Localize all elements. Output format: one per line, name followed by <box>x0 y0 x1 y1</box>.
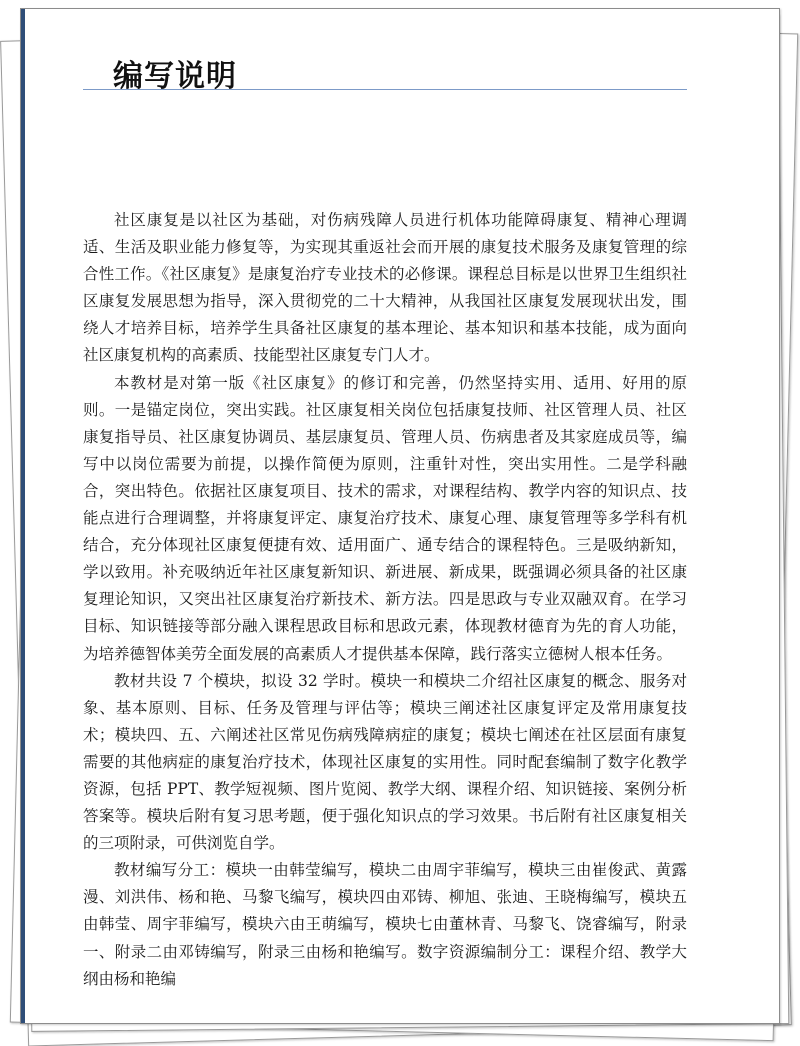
document-page <box>20 8 780 1024</box>
paragraph-1: 社区康复是以社区为基础，对伤病残障人员进行机体功能障碍康复、精神心理调适、生活及职业能力修复等，为实现其重返社会而开展的康复技术服务及康复管理的综合性工作。《社区康复》是康复治疗专业技术的必修课。课程总目标是以世界卫生组织社区康复发展思想为指导，深入贯彻党的二十大精神，从我国社区康复发展现状出发，围绕人才培养目标，培养学生具备社区康复的基本理论、基本知识和基本技能，成为面向社区康复机构的高素质、技能型社区康复专门人才。 <box>83 211 687 365</box>
title-underline <box>83 89 687 90</box>
paragraph-3: 教材共设 7 个模块，拟设 32 学时。模块一和模块二介绍社区康复的概念、服务对象、基本原则、目标、任务及管理与评估等；模块三阐述社区康复评定及常用康复技术；模块四、五、六阐述社区常见伤病残障病症的康复；模块七阐述在社区层面有康复需要的其他病症的康复治疗技术，体现社区康复的实用性。同时配套编制了数字化教学资源，包括 PPT、教学短视频、图片览阅、教学大纲、课程介绍、知识链接、案例分析答案等。模块后附有复习思考题，便于强化知识点的学习效果。书后附有社区康复相关的三项附录，可供浏览自学。 <box>83 671 687 853</box>
paragraph-4: 教材编写分工：模块一由韩莹编写，模块二由周宇菲编写，模块三由崔俊武、黄露漫、刘洪伟、杨和艳、马黎飞编写，模块四由邓铸、柳旭、张迪、王晓梅编写，模块五由韩莹、周宇菲编写，模块六由王萌编写，模块七由董林青、马黎飞、饶睿编写，附录一、附录二由邓铸编写，附录三由杨和艳编写。数字资源编制分工：课程介绍、教学大纲由杨和艳编 <box>83 861 687 988</box>
page-title: 编写说明 <box>113 59 237 94</box>
page-binding-edge <box>21 9 25 1023</box>
paragraph-2: 本教材是对第一版《社区康复》的修订和完善，仍然坚持实用、适用、好用的原则。一是锚定岗位，突出实践。社区康复相关岗位包括康复技师、社区管理人员、社区康复指导员、社区康复协调员、基层康复员、管理人员、伤病患者及其家庭成员等，编写中以岗位需要为前提，以操作简便为原则，注重针对性，突出实用性。二是学科融合，突出特色。依据社区康复项目、技术的需求，对课程结构、教学内容的知识点、技能点进行合理调整，并将康复评定、康复治疗技术、康复心理、康复管理等多学科有机结合，充分体现社区康复便捷有效、适用面广、通专结合的课程特色。三是吸纳新知，学以致用。补充吸纳近年社区康复新知识、新进展、新成果，既强调必须具备的社区康复理论知识，又突出社区康复治疗新技术、新方法。四是思政与专业双融双育。在学习目标、知识链接等部分融入课程思政目标和思政元素，体现教材德育为先的育人功能，为培养德智体美劳全面发展的高素质人才提供基本保障，践行落实立德树人根本任务。 <box>83 373 687 663</box>
document-body <box>83 207 687 993</box>
